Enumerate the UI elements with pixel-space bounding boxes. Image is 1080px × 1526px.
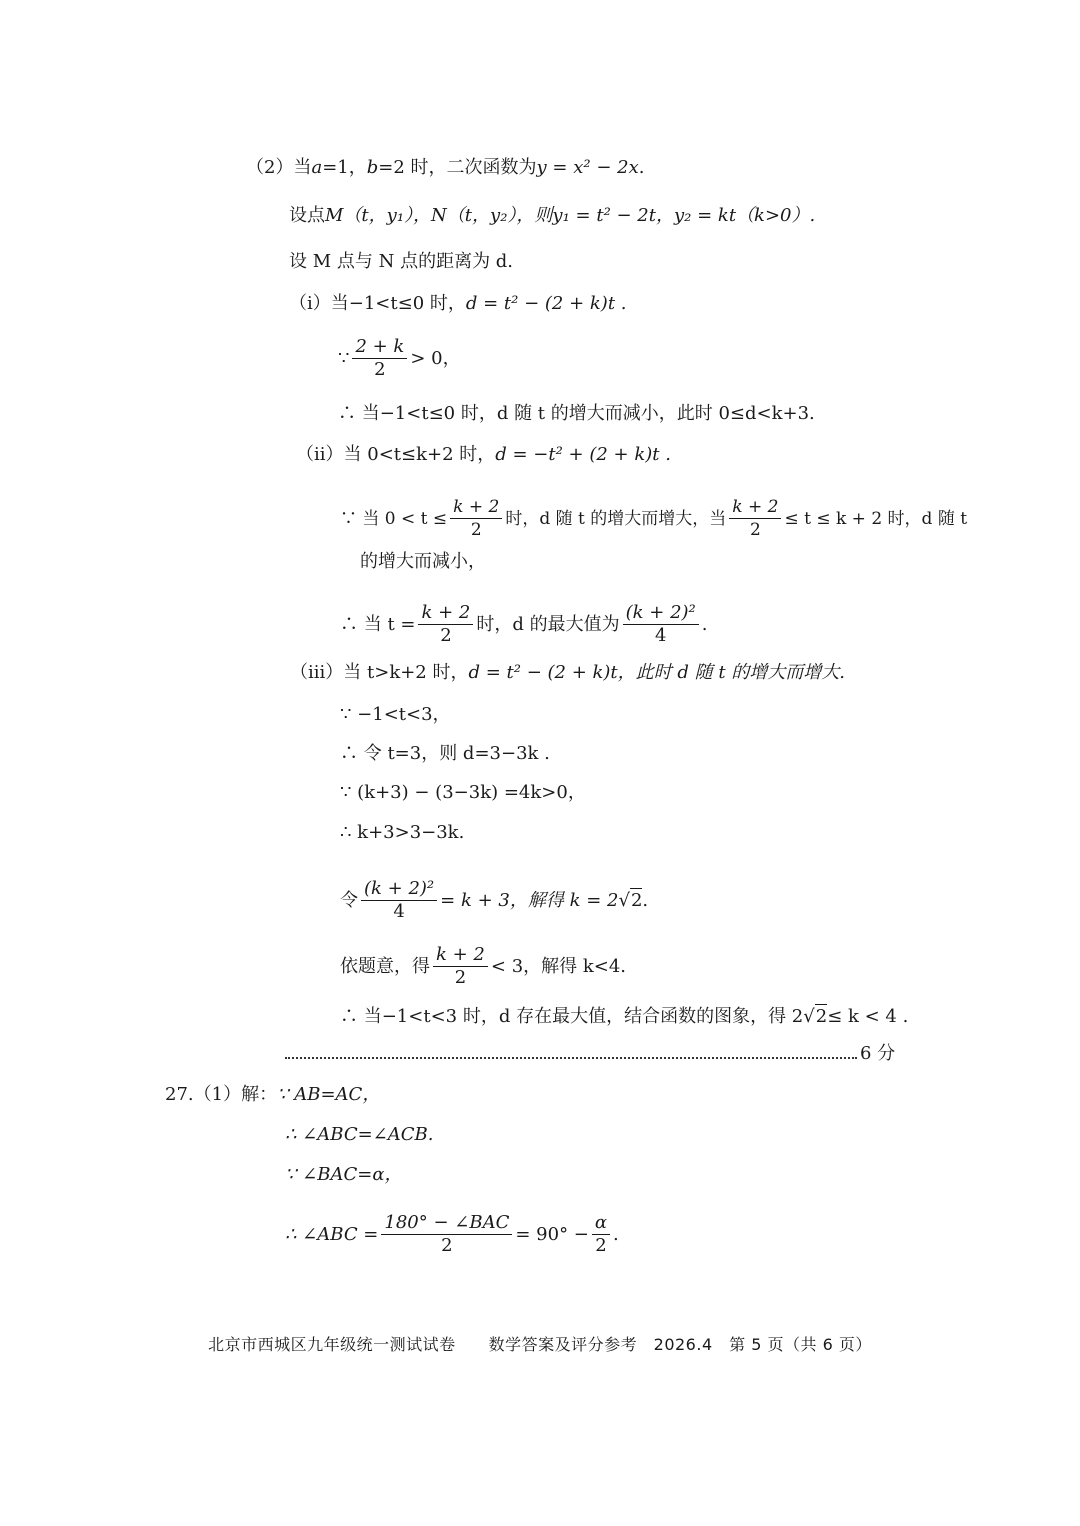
fraction-numerator: k + 2 [450, 496, 502, 519]
score-leader-dots [285, 1042, 857, 1066]
fraction-denominator: 2 [470, 520, 482, 540]
case3-let-line [340, 878, 648, 923]
fraction-numerator: α [592, 1212, 610, 1235]
because-symbol: ∵ [338, 347, 350, 369]
q27-step3: ∵ ∠BAC=α， [285, 1164, 403, 1185]
case1-expr: d = t² − (2 + k)t . [465, 293, 627, 314]
q27-step4-mid: = 90° − [515, 1223, 589, 1245]
case2-line [296, 443, 671, 467]
y2-expression: y₂ = kt（k>0）. [674, 205, 816, 226]
a-val: =1， [322, 157, 367, 178]
a-var: a [311, 157, 323, 178]
fraction-denominator: 2 [441, 1235, 453, 1256]
fraction-numerator: 180° − ∠BAC [381, 1212, 512, 1235]
case2-expr: d = −t² + (2 + k)t . [495, 444, 671, 465]
fraction-numerator: 2 + k [352, 336, 407, 359]
case2-because-line [340, 496, 967, 541]
part2-label: （2） [246, 157, 294, 178]
case2-because-tail: ≤ t ≤ k + 2 时，d 随 t [784, 508, 968, 529]
set-points-line [289, 204, 815, 228]
q27-label: 27.（1）解： [165, 1084, 278, 1105]
case3-step3: ∵ (k+3) − (3−3k) =4k>0， [340, 782, 586, 803]
case3-cond-line [340, 944, 626, 989]
case2-therefore-pre: ∴ 当 t = [340, 613, 416, 635]
case1-therefore: ∴ 当−1<t≤0 时，d 随 t 的增大而减小，此时 0≤d<k+3. [338, 403, 815, 424]
fraction [729, 496, 781, 541]
fraction-numerator: (k + 2)² [623, 602, 699, 625]
final-end: ≤ k < 4 . [827, 1005, 909, 1027]
q27-line1 [165, 1083, 380, 1107]
score: 6 分 [860, 1043, 896, 1064]
fraction [433, 944, 488, 989]
q27-step4 [285, 1212, 619, 1257]
final-pre: ∴ 当−1<t<3 时，d 存在最大值，结合函数的图象，得 2 [340, 1005, 804, 1027]
q27-step1: ∵ AB=AC， [277, 1084, 381, 1105]
case2-label: （ⅱ） [296, 444, 344, 465]
case3-cond: 当 t>k+2 时， [343, 662, 469, 683]
case1-cond: 当−1<t≤0 时， [330, 293, 466, 314]
fraction-numerator: k + 2 [418, 602, 473, 625]
fraction [361, 878, 437, 923]
fraction-numerator: k + 2 [729, 496, 781, 519]
intro-cond: 当 [293, 157, 312, 178]
case1-because-tail: > 0， [410, 347, 461, 369]
b-var: b [366, 157, 379, 178]
set-points-pre: 设点 [289, 205, 325, 226]
fraction-denominator: 2 [374, 359, 386, 380]
sqrt-symbol: √ [803, 1005, 815, 1027]
fraction [381, 1212, 512, 1257]
case2-continuation: 的增大而减小， [360, 551, 486, 572]
period: . [638, 157, 645, 178]
max-value-fraction [623, 602, 699, 647]
fraction-denominator: 2 [595, 1235, 607, 1256]
y1-expression: y₁ = t² − 2t， [552, 205, 674, 226]
page-footer: 北京市西城区九年级统一测试试卷 数学答案及评分参考 2026.4 第 5 页（共 6 页） [208, 1335, 872, 1354]
case2-because-pre: ∵ 当 0 < t ≤ [340, 508, 448, 529]
let-pre: 令 [340, 889, 358, 911]
fraction [352, 336, 407, 381]
let-end: . [642, 889, 649, 911]
cond-end: < 3，解得 k<4. [490, 955, 627, 977]
fraction-denominator: 4 [654, 625, 667, 646]
q27-step4-pre: ∴ ∠ABC = [285, 1223, 379, 1245]
point-coords: M（t，y₁），N（t，y₂），则 [325, 205, 553, 226]
case2-cond: 当 0<t≤k+2 时， [343, 444, 496, 465]
case2-therefore-line [340, 602, 708, 647]
sqrt-radicand: 2 [815, 1006, 828, 1027]
case2-therefore-mid: 时，d 的最大值为 [476, 613, 620, 635]
quadratic-function: y = x² − 2x [536, 157, 639, 178]
case3-final-line [340, 1004, 908, 1029]
fraction-numerator: k + 2 [433, 944, 488, 967]
fraction-denominator: 2 [454, 967, 467, 988]
case2-because-mid: 时，d 随 t 的增大而增大，当 [505, 508, 727, 529]
case1-because-line [338, 336, 461, 381]
let-mid: = k + 3，解得 k = 2 [440, 889, 619, 911]
distance-definition: 设 M 点与 N 点的距离为 d. [289, 251, 514, 272]
cond-pre: 依题意，得 [340, 955, 430, 977]
case3-step1: ∵ −1<t<3， [340, 704, 451, 725]
sqrt-symbol: √ [618, 889, 630, 911]
q27-step2: ∴ ∠ABC=∠ACB. [285, 1124, 434, 1145]
case1-line [289, 292, 627, 316]
fraction [450, 496, 502, 541]
case3-label: （ⅲ） [290, 662, 344, 683]
fraction-denominator: 2 [440, 625, 452, 646]
case3-step2: ∴ 令 t=3，则 d=3−3k . [340, 743, 550, 764]
fraction-numerator: (k + 2)² [361, 878, 437, 901]
fraction-denominator: 2 [749, 520, 761, 540]
case1-label: （ⅰ） [289, 293, 331, 314]
case3-line [290, 661, 845, 685]
case3-expr: d = t² − (2 + k)t，此时 d 随 t 的增大而增大. [468, 662, 846, 683]
fraction [418, 602, 473, 647]
fraction [592, 1212, 610, 1257]
part2-intro-line [246, 156, 644, 180]
fraction-denominator: 4 [393, 901, 405, 922]
sqrt-radicand: 2 [630, 890, 643, 911]
case2-therefore-end: . [701, 613, 708, 635]
case3-step4: ∴ k+3>3−3k. [340, 822, 465, 843]
q27-step4-end: . [613, 1223, 619, 1245]
b-val: =2 时，二次函数为 [378, 157, 537, 178]
